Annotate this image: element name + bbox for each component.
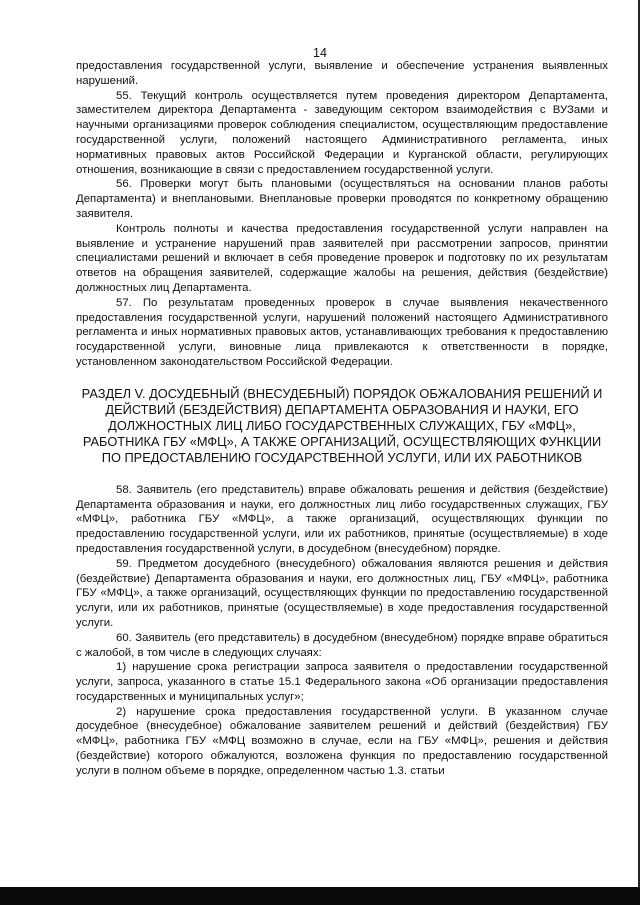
list-item-2: 2) нарушение срока предоставления государственной услуги. В указанном случае досудебное (внесудебное) обжалование заявителем решений и действий (бездействия) ГБУ «МФЦ», работника ГБУ «МФЦ возможно в случае, если на ГБУ «МФЦ», решения и действия (бездействие) которого обжалуются, возложена функция по предоставлению государственной услуги в полном объеме в порядке, определенном частью 1.3. статьи (76, 705, 608, 777)
list-item-1: 1) нарушение срока регистрации запроса заявителя о предоставлении государственной услуги, запроса, указанного в статье 15.1 Федерального закона «Об организации предоставления государственных и муниципальных услуг»; (76, 661, 608, 703)
paragraph-60: 60. Заявитель (его представитель) в досудебном (внесудебном) порядке вправе обратиться с жалобой, в том числе в следующих случаях: (76, 631, 608, 659)
paragraph-57: 57. По результатам проведенных проверок в случае выявления некачественного предоставления государственной услуги, нарушений положений настоящего Административного регламента и иных нормативных правовых актов, устанавливающих требования к предоставлению государственной услуги, виновные лица привлекаются к ответственности в порядке, установленном законодательством Российской Федерации. (76, 296, 608, 368)
paragraph-55: 55. Текущий контроль осуществляется путем проведения директором Департамента, заместителем директора Департамента - заведующим сектором взаимодействия с ВУЗами и научными организациями проверок соблюдения специалистом, осуществляющим предоставление государственной услуги, положений настоящего Административного регламента, иных нормативных правовых актов Российской Федерации и Курганской области, регулирующих отношения, возникающие в связи с предоставлением государственной услуги. (76, 89, 608, 176)
page-number: 14 (313, 46, 327, 60)
paragraph-continuation: предоставления государственной услуги, выявление и обеспечение устранения выявленных нарушений. (76, 60, 608, 87)
paragraph-59: 59. Предметом досудебного (внесудебного) обжалования являются решения и действия (бездействие) Департамента образования и науки, его должностных лиц, ГБУ «МФЦ», работника ГБУ «МФЦ», а также организаций, осуществляющих функции по предоставлению государственной услуги, или их работников, принятые (осуществляемые) в ходе предоставления государственной услуги. (76, 557, 608, 629)
paragraph-58: 58. Заявитель (его представитель) вправе обжаловать решения и действия (бездействие) Департамента образования и науки, его должностных лиц либо государственных служащих, ГБУ «МФЦ», работника ГБУ «МФЦ», а также организаций, осуществляющих функции по предоставлению государственной услуги, или их работников, принятые (осуществляемые) в ходе предоставления государственной услуги, в досудебном (внесудебном) порядке. (76, 483, 608, 555)
section-heading: РАЗДЕЛ V. ДОСУДЕБНЫЙ (ВНЕСУДЕБНЫЙ) ПОРЯДОК ОБЖАЛОВАНИЯ РЕШЕНИЙ И ДЕЙСТВИЙ (БЕЗДЕЙСТВИЯ) ДЕПАРТАМЕНТА ОБРАЗОВАНИЯ И НАУКИ, ЕГО ДОЛЖНОСТНЫХ ЛИЦ ЛИБО ГОСУДАРСТВЕННЫХ СЛУЖАЩИХ, ГБУ «МФЦ», РАБОТНИКА ГБУ «МФЦ», А ТАКЖЕ ОРГАНИЗАЦИЙ, ОСУЩЕСТВЛЯЮЩИХ ФУНКЦИИ ПО ПРЕДОСТАВЛЕНИЮ ГОСУДАРСТВЕННОЙ УСЛУГИ, ИЛИ ИХ РАБОТНИКОВ (81, 385, 603, 465)
paragraph-control: Контроль полноты и качества предоставления государственной услуги направлен на выявление и устранение нарушений прав заявителей при рассмотрении запросов, принятии специалистами решений и включает в себя проведение проверок и подготовку по их результатам ответов на обращения заявителей, содержащие жалобы на решения, действия (бездействие) должностных лиц Департамента. (76, 222, 608, 294)
paragraph-56: 56. Проверки могут быть плановыми (осуществляться на основании планов работы Департамента) и внеплановыми. Внеплановые проверки проводятся по конкретному обращению заявителя. (76, 178, 608, 220)
scan-bottom-border (0, 887, 640, 905)
document-body (76, 59, 608, 779)
